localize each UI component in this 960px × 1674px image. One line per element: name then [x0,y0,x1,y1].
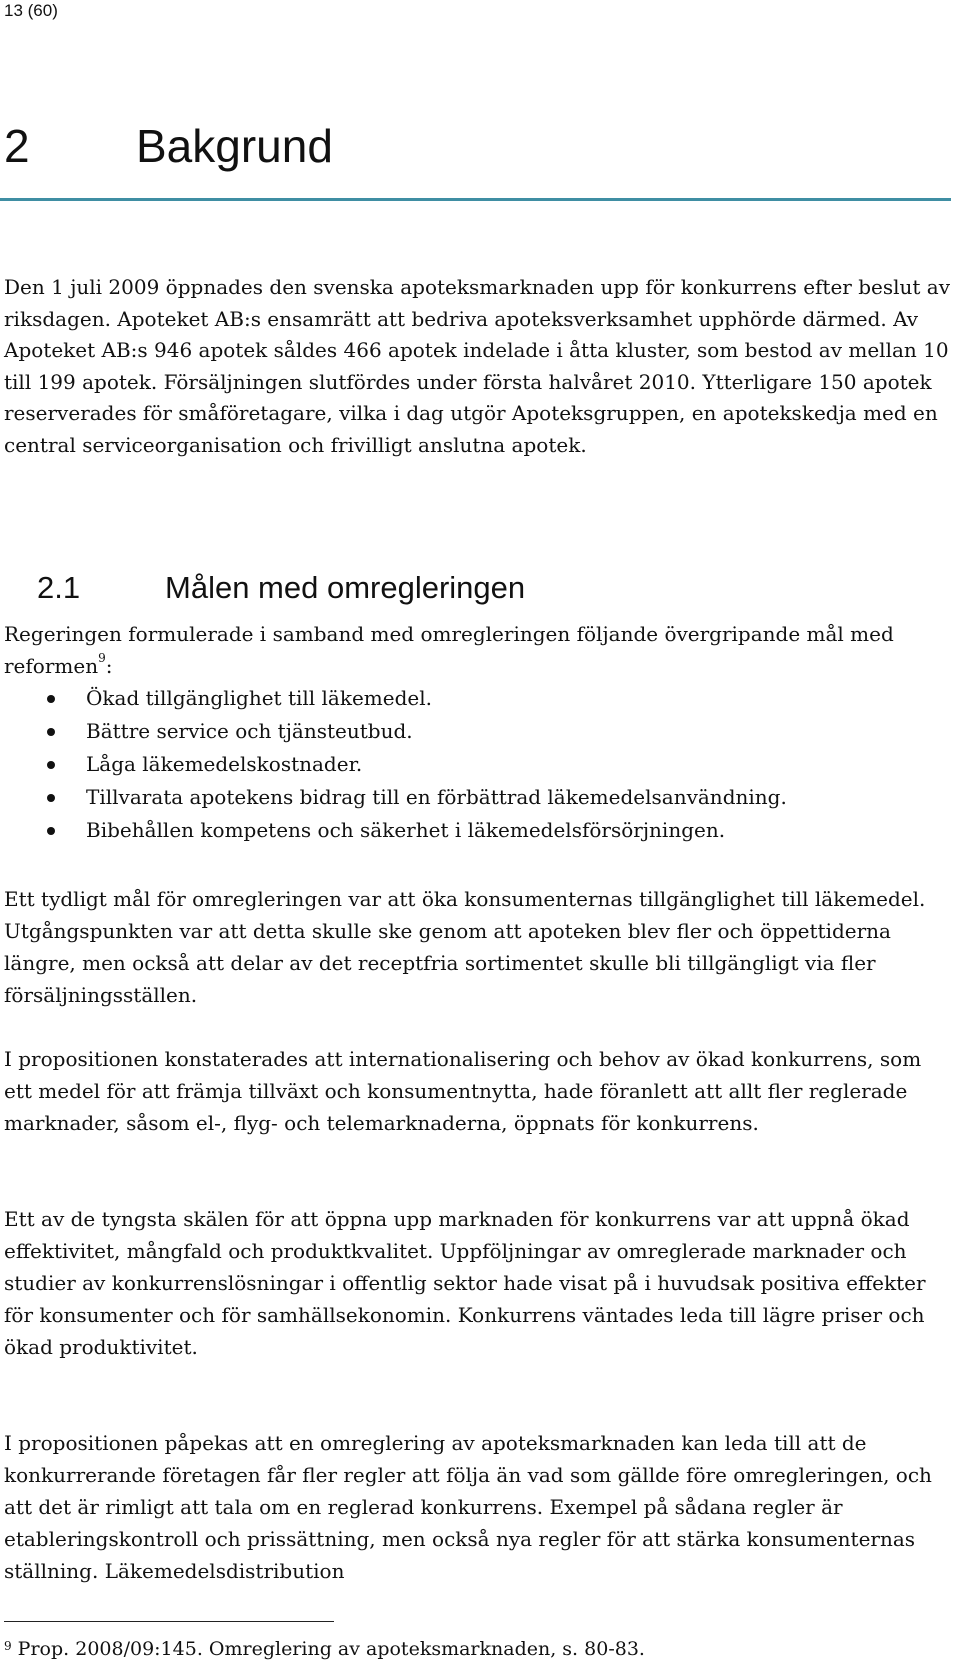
bullet-icon [47,794,55,802]
body-paragraph: Ett av de tyngsta skälen för att öppna upp marknaden för konkurrens var att uppnå ökad effektivitet, mångfald och produktkvalitet. Uppföljningar av omreglerade marknader och studier av konkurrenslösningar i offentlig sektor hade visat på i huvudsak positiva effekter för konsumenter och för samhällsekonomin. Konkurrens väntades leda till lägre priser och ökad produktivitet. [4,1207,926,1359]
footnote-number: 9 [4,1639,12,1653]
bullet-icon [47,695,55,703]
page-number: 13 (60) [4,1,58,20]
chapter-number: 2 [4,120,30,172]
footnote-reference[interactable]: 9 [98,651,106,665]
list-item [0,715,950,748]
list-item-text: Tillvarata apotekens bidrag till en förbättrad läkemedelsanvändning. [86,785,787,809]
section-title: Målen med omregleringen [165,570,526,605]
bullet-icon [47,827,55,835]
list-item-text: Bättre service och tjänsteutbud. [86,719,413,743]
section-lead-paragraph [4,618,954,682]
chapter-title: Bakgrund [136,120,333,172]
body-paragraph: I propositionen påpekas att en omreglering av apoteksmarknaden kan leda till att de konkurrerande företagen får fler regler att följa än vad som gällde före omregleringen, och att det är rimligt att tala om en reglerad konkurrens. Exempel på sådana regler är etableringskontroll och prissättning, men också nya regler för att stärka konsumenternas ställning. Läkemedelsdistribution [4,1431,932,1583]
bullet-icon [47,761,55,769]
chapter-divider [0,198,951,201]
footnote-divider [4,1621,334,1622]
section-heading [37,568,525,608]
list-item [0,781,950,814]
goals-list [0,682,950,847]
list-item-text: Låga läkemedelskostnader. [86,752,363,776]
body-paragraph: Ett tydligt mål för omregleringen var att öka konsumenternas tillgänglighet till läkemedel. Utgångspunkten var att detta skulle ske genom att apoteken blev fler och öppettiderna längre, men också att delar av det receptfria sortimentet skulle bli tillgängligt via fler försäljningsställen. [4,887,926,1007]
intro-paragraph: Den 1 juli 2009 öppnades den svenska apoteksmarknaden upp för konkurrens efter beslut av riksdagen. Apoteket AB:s ensamrätt att bedriva apoteksverksamhet upphörde därmed. Av Apoteket AB:s 946 apotek såldes 466 apotek indelade i åtta kluster, som bestod av mellan 10 till 199 apotek. Försäljningen slutfördes under första halvåret 2010. Ytterligare 150 apotek reserverades för småföretagare, vilka i dag utgör Apoteksgruppen, en apotekskedja med en central serviceorganisation och frivilligt anslutna apotek. [4,275,951,457]
list-item-text: Bibehållen kompetens och säkerhet i läkemedelsförsörjningen. [86,818,726,842]
section-lead-end: : [105,654,113,678]
section-number: 2.1 [37,570,81,605]
list-item [0,682,950,715]
section-lead-text: Regeringen formulerade i samband med omregleringen följande övergripande mål med reformen [4,622,894,678]
list-item [0,814,950,847]
list-item [0,748,950,781]
body-paragraph: I propositionen konstaterades att internationalisering och behov av ökad konkurrens, som ett medel för att främja tillväxt och konsumentnytta, hade föranlett att allt fler reglerade marknader, såsom el-, flyg- och telemarknaderna, öppnats för konkurrens. [4,1047,922,1135]
footnote [4,1636,645,1662]
bullet-icon [47,728,55,736]
chapter-heading [4,116,333,176]
footnote-text: Prop. 2008/09:145. Omreglering av apoteksmarknaden, s. 80-83. [11,1638,645,1660]
list-item-text: Ökad tillgänglighet till läkemedel. [86,686,432,710]
